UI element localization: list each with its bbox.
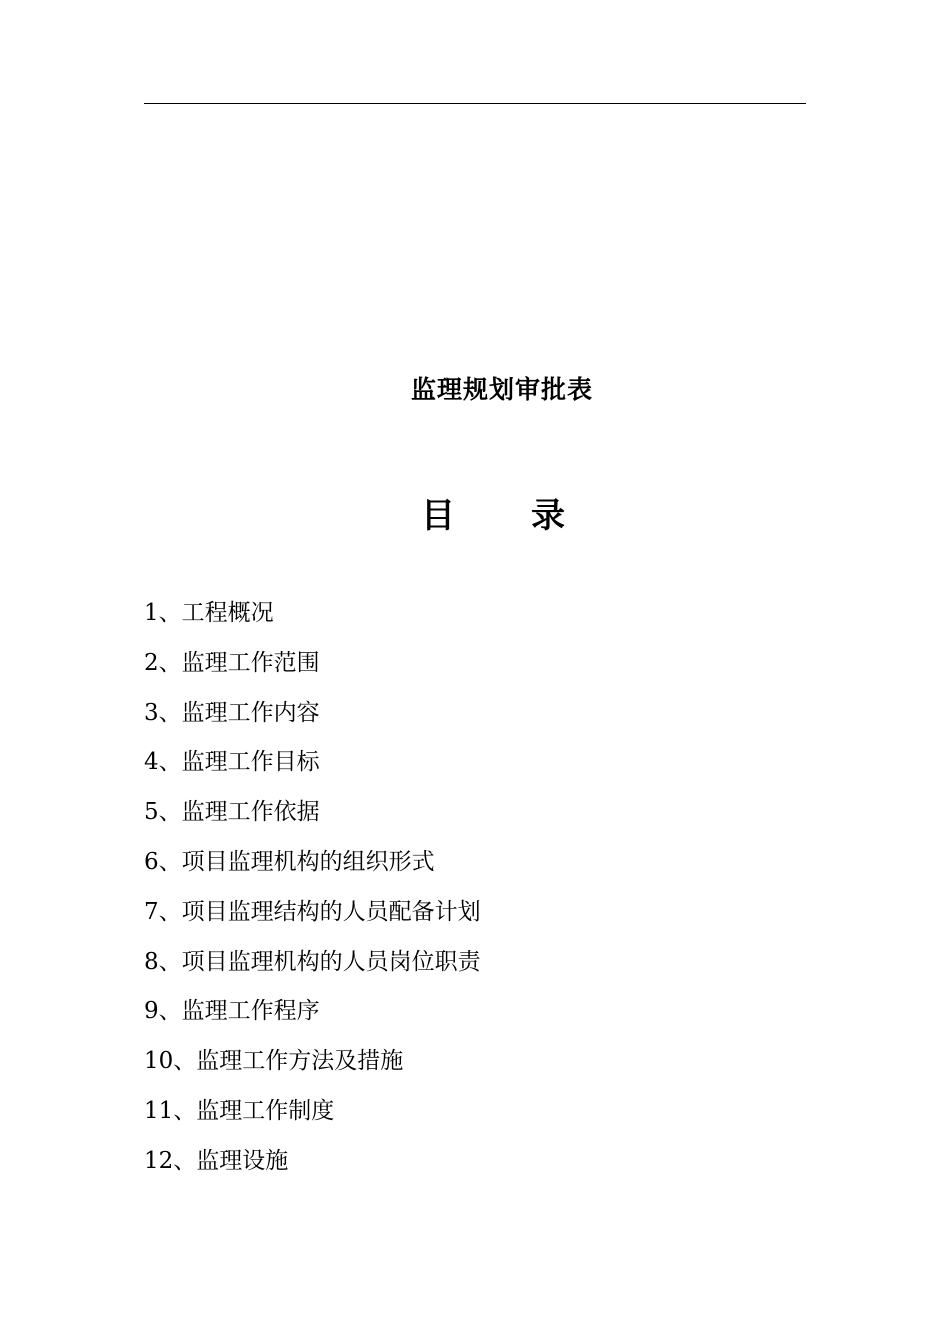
toc-item: 4、监理工作目标 — [144, 749, 320, 776]
toc-item: 11、监理工作制度 — [144, 1097, 335, 1124]
toc-item: 3、监理工作内容 — [144, 699, 320, 726]
toc-item: 5、监理工作依据 — [144, 799, 320, 826]
toc-item: 7、项目监理结构的人员配备计划 — [144, 898, 481, 925]
toc-title-char-2: 录 — [531, 496, 565, 536]
toc-item: 8、项目监理机构的人员岗位职责 — [144, 948, 481, 975]
toc-item: 6、项目监理机构的组织形式 — [144, 848, 435, 875]
toc-list — [144, 595, 481, 1193]
toc-item: 2、监理工作范围 — [144, 649, 320, 676]
toc-title-char-1: 目 — [421, 496, 455, 536]
form-title: 监理规划审批表 — [410, 375, 593, 404]
toc-item: 9、监理工作程序 — [144, 998, 320, 1025]
toc-item: 10、监理工作方法及措施 — [144, 1048, 404, 1075]
header-rule — [144, 103, 806, 104]
toc-item: 1、工程概况 — [144, 600, 274, 626]
toc-title — [0, 494, 950, 538]
toc-item: 12、监理设施 — [144, 1147, 289, 1174]
